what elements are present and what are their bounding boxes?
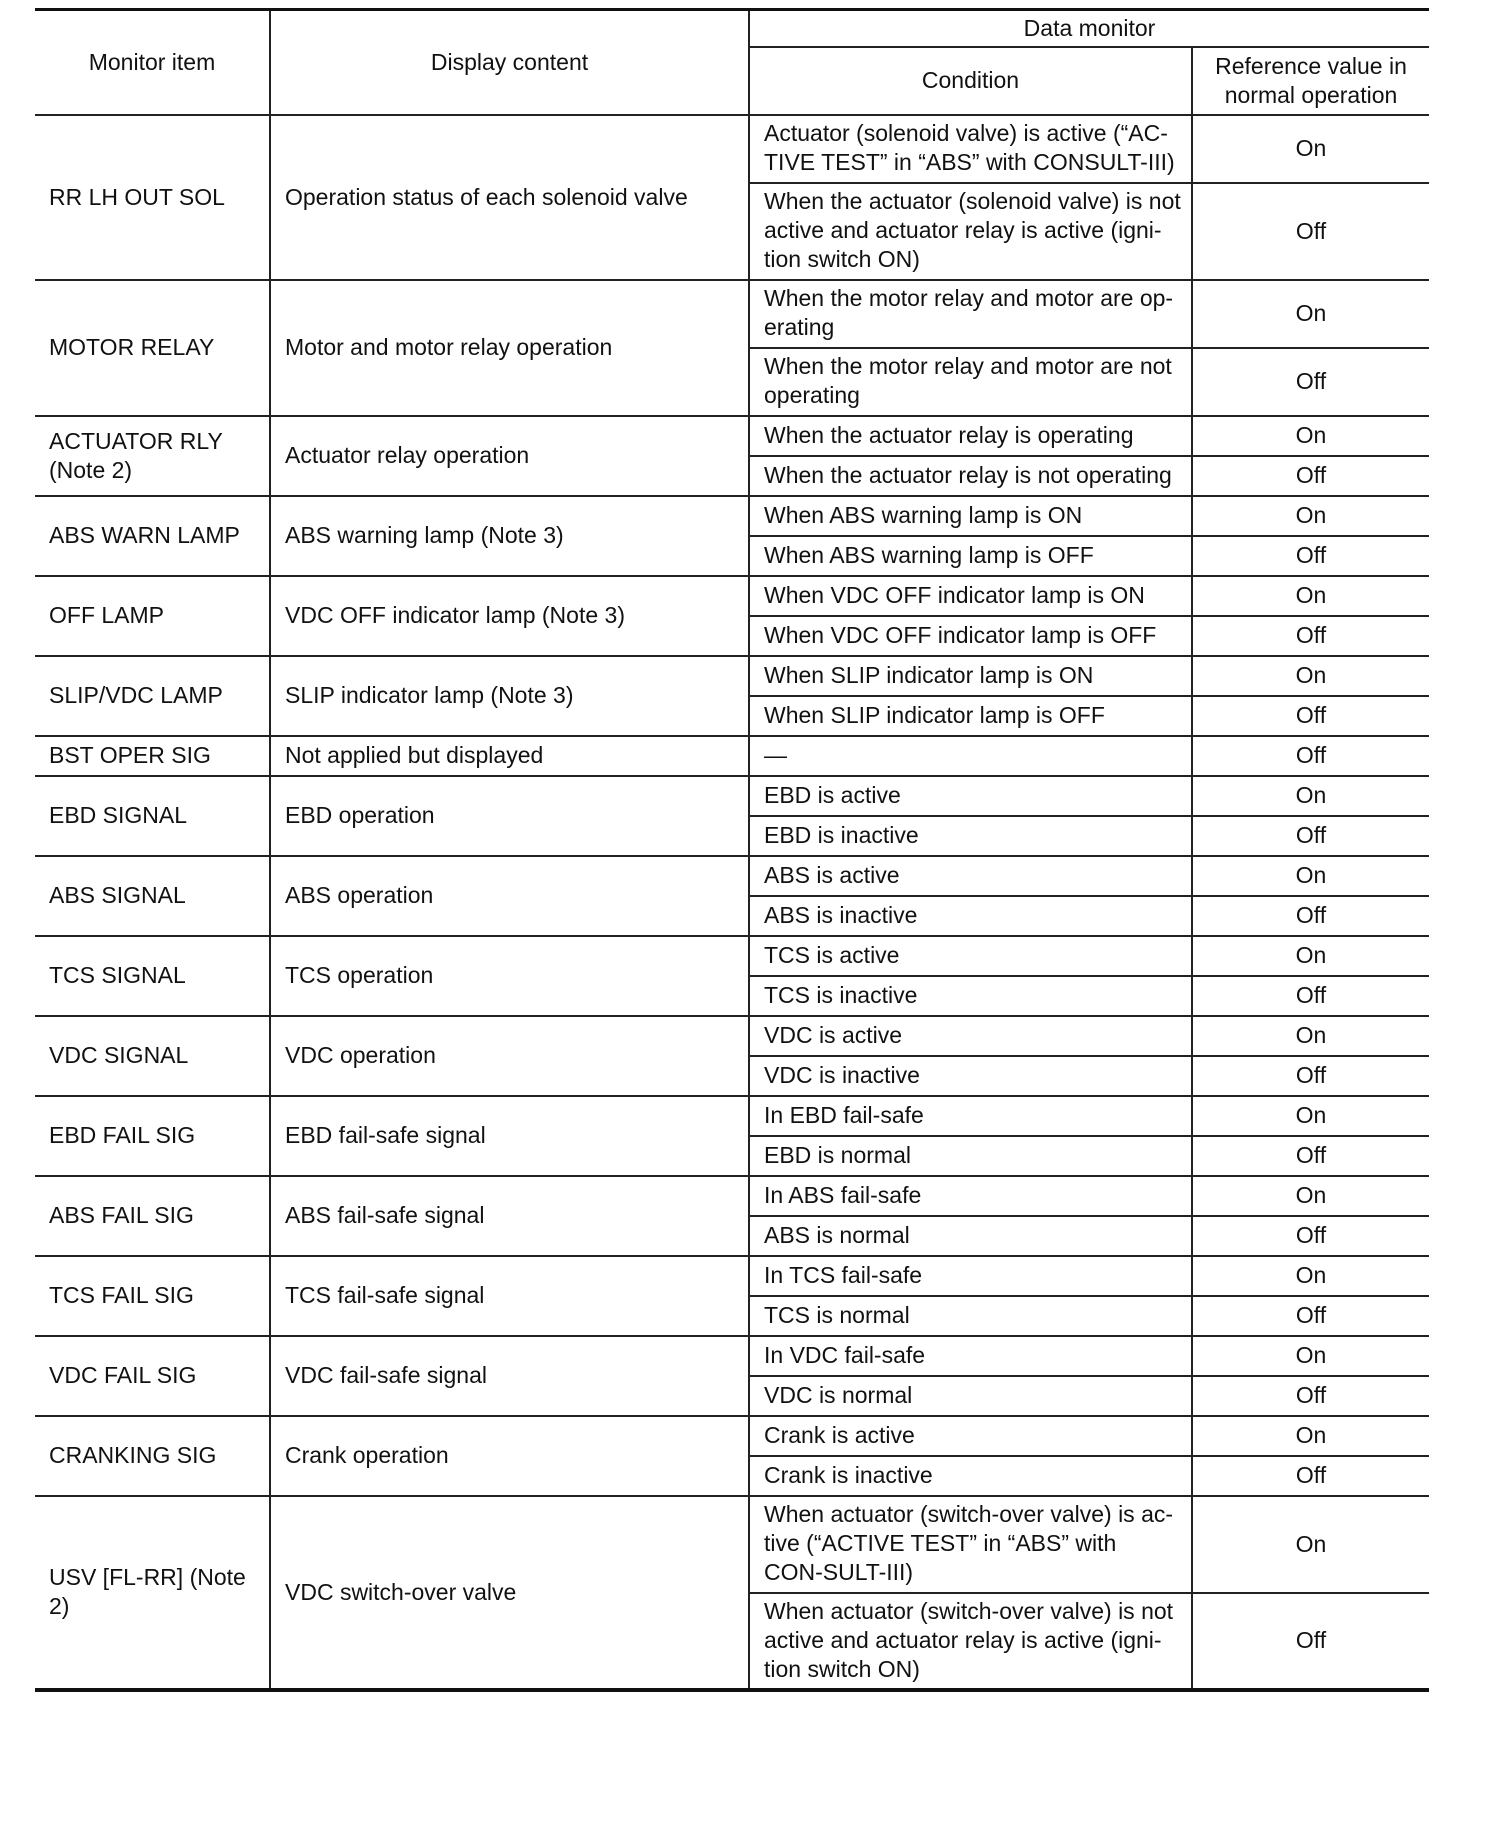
display-content-cell: Not applied but displayed — [270, 736, 749, 776]
reference-value-cell: Off — [1192, 456, 1429, 496]
data-monitor-header: Data monitor — [749, 10, 1429, 47]
display-content-cell: SLIP indicator lamp (Note 3) — [270, 656, 749, 736]
condition-cell: When actuator (switch-over valve) is not active and actuator relay is active (igni-tion switch ON) — [749, 1593, 1192, 1690]
reference-value-cell: On — [1192, 776, 1429, 816]
table-row — [35, 496, 1429, 536]
reference-value-cell: Off — [1192, 1593, 1429, 1690]
data-monitor-table — [35, 8, 1429, 1692]
monitor-item-cell: EBD FAIL SIG — [35, 1096, 270, 1176]
reference-value-cell: Off — [1192, 1136, 1429, 1176]
monitor-item-cell: BST OPER SIG — [35, 736, 270, 776]
reference-value-cell: Off — [1192, 1376, 1429, 1416]
condition-cell: When the motor relay and motor are op-erating — [749, 280, 1192, 348]
reference-value-cell: Off — [1192, 696, 1429, 736]
reference-value-cell: On — [1192, 1016, 1429, 1056]
monitor-item-cell: SLIP/VDC LAMP — [35, 656, 270, 736]
table-header — [35, 10, 1429, 115]
table-row — [35, 115, 1429, 183]
table-row — [35, 1096, 1429, 1136]
condition-cell: When actuator (switch-over valve) is ac-tive (“ACTIVE TEST” in “ABS” with CON-SULT-III) — [749, 1496, 1192, 1593]
reference-value-cell: On — [1192, 1176, 1429, 1216]
display-content-cell: EBD fail-safe signal — [270, 1096, 749, 1176]
display-content-cell: VDC switch-over valve — [270, 1496, 749, 1690]
table-row — [35, 656, 1429, 696]
table-row — [35, 736, 1429, 776]
condition-cell: When VDC OFF indicator lamp is OFF — [749, 616, 1192, 656]
reference-value-cell: On — [1192, 656, 1429, 696]
reference-value-cell: On — [1192, 496, 1429, 536]
reference-value-cell: On — [1192, 1336, 1429, 1376]
table-row — [35, 776, 1429, 816]
monitor-item-cell: RR LH OUT SOL — [35, 115, 270, 280]
display-content-cell: TCS fail-safe signal — [270, 1256, 749, 1336]
table-row — [35, 1416, 1429, 1456]
display-content-cell: VDC OFF indicator lamp (Note 3) — [270, 576, 749, 656]
table-row — [35, 1176, 1429, 1216]
display-content-cell: VDC fail-safe signal — [270, 1336, 749, 1416]
condition-cell: In ABS fail-safe — [749, 1176, 1192, 1216]
reference-value-cell: On — [1192, 856, 1429, 896]
reference-value-cell: Off — [1192, 183, 1429, 280]
table-row — [35, 1016, 1429, 1056]
reference-value-cell: On — [1192, 115, 1429, 183]
table-row — [35, 1336, 1429, 1376]
display-content-header: Display content — [270, 10, 749, 115]
condition-cell: When the actuator (solenoid valve) is not active and actuator relay is active (igni-tion switch ON) — [749, 183, 1192, 280]
reference-value-header: Reference value in normal operation — [1192, 47, 1429, 115]
condition-cell: When VDC OFF indicator lamp is ON — [749, 576, 1192, 616]
reference-value-cell: On — [1192, 1416, 1429, 1456]
condition-cell: When SLIP indicator lamp is OFF — [749, 696, 1192, 736]
display-content-cell: Operation status of each solenoid valve — [270, 115, 749, 280]
display-content-cell: Crank operation — [270, 1416, 749, 1496]
reference-value-cell: Off — [1192, 976, 1429, 1016]
reference-value-cell: On — [1192, 416, 1429, 456]
condition-cell: TCS is active — [749, 936, 1192, 976]
table-row — [35, 576, 1429, 616]
condition-cell: In TCS fail-safe — [749, 1256, 1192, 1296]
condition-cell: ABS is normal — [749, 1216, 1192, 1256]
condition-cell: ABS is active — [749, 856, 1192, 896]
table-row — [35, 416, 1429, 456]
reference-value-cell: Off — [1192, 536, 1429, 576]
reference-value-cell: Off — [1192, 816, 1429, 856]
condition-cell: VDC is normal — [749, 1376, 1192, 1416]
condition-cell: TCS is inactive — [749, 976, 1192, 1016]
table-row — [35, 1496, 1429, 1593]
condition-cell: VDC is active — [749, 1016, 1192, 1056]
reference-value-cell: Off — [1192, 348, 1429, 416]
condition-cell: EBD is inactive — [749, 816, 1192, 856]
monitor-item-cell: MOTOR RELAY — [35, 280, 270, 416]
condition-header: Condition — [749, 47, 1192, 115]
table-row — [35, 856, 1429, 896]
table-row — [35, 280, 1429, 348]
monitor-item-cell: OFF LAMP — [35, 576, 270, 656]
monitor-item-cell: TCS FAIL SIG — [35, 1256, 270, 1336]
condition-cell: Crank is active — [749, 1416, 1192, 1456]
reference-value-cell: On — [1192, 576, 1429, 616]
reference-value-cell: On — [1192, 1096, 1429, 1136]
table-body — [35, 115, 1429, 1690]
monitor-item-cell: ACTUATOR RLY (Note 2) — [35, 416, 270, 496]
monitor-item-cell: ABS WARN LAMP — [35, 496, 270, 576]
reference-value-cell: On — [1192, 1496, 1429, 1593]
condition-cell: EBD is active — [749, 776, 1192, 816]
monitor-item-cell: ABS FAIL SIG — [35, 1176, 270, 1256]
display-content-cell: ABS operation — [270, 856, 749, 936]
condition-cell: In VDC fail-safe — [749, 1336, 1192, 1376]
display-content-cell: EBD operation — [270, 776, 749, 856]
monitor-item-cell: VDC FAIL SIG — [35, 1336, 270, 1416]
reference-value-cell: Off — [1192, 616, 1429, 656]
reference-value-cell: Off — [1192, 1216, 1429, 1256]
reference-value-cell: Off — [1192, 1456, 1429, 1496]
condition-cell: When ABS warning lamp is ON — [749, 496, 1192, 536]
reference-value-cell: Off — [1192, 1296, 1429, 1336]
display-content-cell: TCS operation — [270, 936, 749, 1016]
display-content-cell: VDC operation — [270, 1016, 749, 1096]
display-content-cell: ABS fail-safe signal — [270, 1176, 749, 1256]
reference-value-cell: On — [1192, 1256, 1429, 1296]
condition-cell: TCS is normal — [749, 1296, 1192, 1336]
display-content-cell: Motor and motor relay operation — [270, 280, 749, 416]
condition-cell: When the actuator relay is not operating — [749, 456, 1192, 496]
condition-cell: When the actuator relay is operating — [749, 416, 1192, 456]
monitor-item-cell: EBD SIGNAL — [35, 776, 270, 856]
reference-value-cell: Off — [1192, 736, 1429, 776]
condition-cell: When ABS warning lamp is OFF — [749, 536, 1192, 576]
monitor-item-header: Monitor item — [35, 10, 270, 115]
condition-cell: ABS is inactive — [749, 896, 1192, 936]
condition-cell: Actuator (solenoid valve) is active (“AC-TIVE TEST” in “ABS” with CONSULT-III) — [749, 115, 1192, 183]
condition-cell: EBD is normal — [749, 1136, 1192, 1176]
condition-cell: — — [749, 736, 1192, 776]
monitor-item-cell: ABS SIGNAL — [35, 856, 270, 936]
condition-cell: When SLIP indicator lamp is ON — [749, 656, 1192, 696]
monitor-item-cell: VDC SIGNAL — [35, 1016, 270, 1096]
display-content-cell: Actuator relay operation — [270, 416, 749, 496]
condition-cell: VDC is inactive — [749, 1056, 1192, 1096]
document-page — [35, 8, 1429, 1692]
reference-value-cell: Off — [1192, 896, 1429, 936]
monitor-item-cell: TCS SIGNAL — [35, 936, 270, 1016]
condition-cell: When the motor relay and motor are not operating — [749, 348, 1192, 416]
table-row — [35, 1256, 1429, 1296]
monitor-item-cell: USV [FL-RR] (Note 2) — [35, 1496, 270, 1690]
reference-value-cell: Off — [1192, 1056, 1429, 1096]
table-row — [35, 936, 1429, 976]
condition-cell: In EBD fail-safe — [749, 1096, 1192, 1136]
display-content-cell: ABS warning lamp (Note 3) — [270, 496, 749, 576]
reference-value-cell: On — [1192, 936, 1429, 976]
monitor-item-cell: CRANKING SIG — [35, 1416, 270, 1496]
reference-value-cell: On — [1192, 280, 1429, 348]
condition-cell: Crank is inactive — [749, 1456, 1192, 1496]
